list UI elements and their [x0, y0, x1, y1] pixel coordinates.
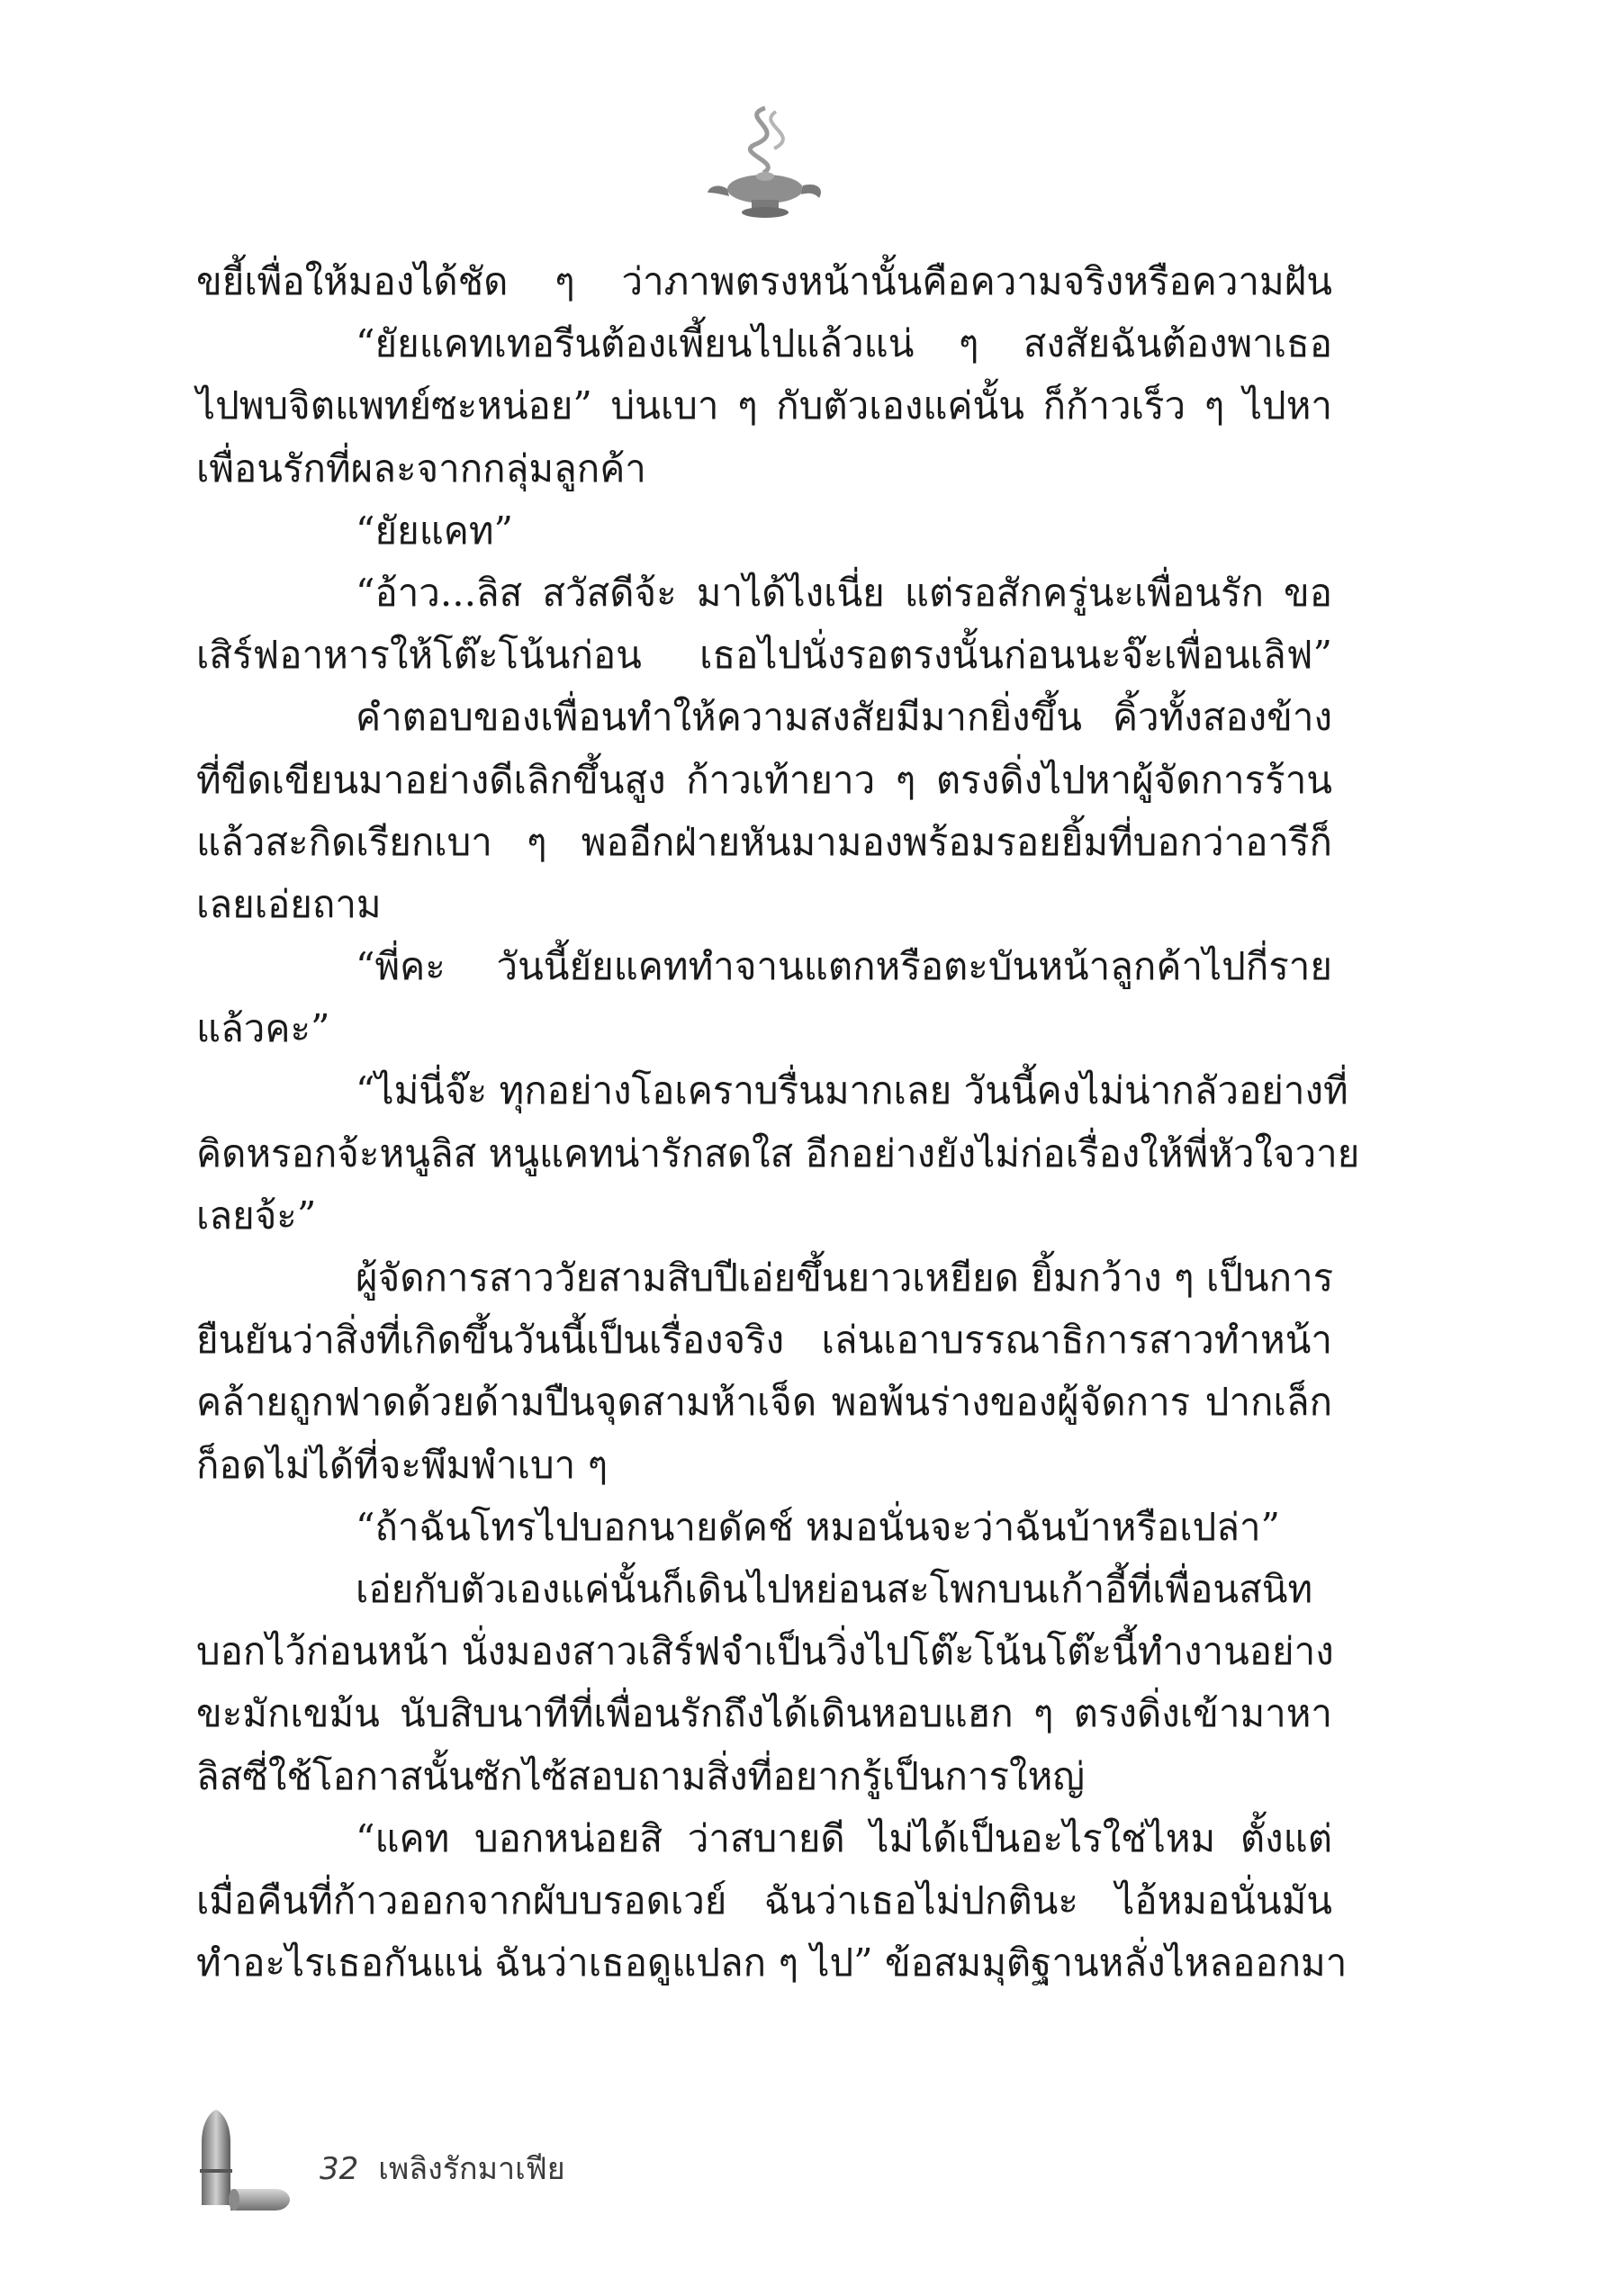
text-line: เพื่อนรักที่ผละจากกลุ่มลูกค้า — [196, 446, 646, 491]
text-line: ทำอะไรเธอกันแน่ ฉันว่าเธอดูแปลก ๆ ไป” ข้อสมมุติฐานหลั่งไหลออกมา — [196, 1940, 1348, 1985]
text-line: เสิร์ฟอาหารให้โต๊ะโน้นก่อน เธอไปนั่งรอตรงนั้นก่อนนะจ๊ะเพื่อนเลิฟ” — [196, 633, 1332, 678]
magic-lamp-icon — [702, 99, 828, 234]
text-line: ยืนยันว่าสิ่งที่เกิดขึ้นวันนี้เป็นเรื่องจริง เล่นเอาบรรณาธิการสาวทำหน้า — [196, 1318, 1332, 1363]
text-line: ไปพบจิตแพทย์ซะหน่อย” บ่นเบา ๆ กับตัวเองแค่นั้น ก็ก้าวเร็ว ๆ ไปหา — [196, 383, 1332, 428]
text-line: เมื่อคืนที่ก้าวออกจากผับบรอดเวย์ ฉันว่าเธอไม่ปกตินะ ไอ้หมอนั่นมัน — [196, 1877, 1332, 1922]
text-line: เลยจ้ะ” — [196, 1193, 317, 1238]
text-line: คำตอบของเพื่อนทำให้ความสงสัยมีมากยิ่งขึ้น คิ้วทั้งสองข้าง — [356, 695, 1332, 740]
text-line: ลิสซี่ใช้โอกาสนั้นซักไซ้สอบถามสิ่งที่อยากรู้เป็นการใหญ่ — [196, 1753, 1086, 1798]
text-line: “ยัยแคท” — [356, 508, 514, 553]
text-line: “แคท บอกหน่อยสิ ว่าสบายดี ไม่ได้เป็นอะไรใช่ไหม ตั้งแต่ — [356, 1815, 1332, 1860]
bullet-icon — [189, 2106, 293, 2214]
text-line: บอกไว้ก่อนหน้า นั่งมองสาวเสิร์ฟจำเป็นวิ่งไปโต๊ะโน้นโต๊ะนี้ทำงานอย่าง — [196, 1629, 1334, 1674]
text-line: “พี่คะ วันนี้ยัยแคททำจานแตกหรือตะบันหน้าลูกค้าไปกี่ราย — [356, 944, 1332, 989]
text-line: คล้ายถูกฟาดด้วยด้ามปืนจุดสามห้าเจ็ด พอพ้นร่างของผู้จัดการ ปากเล็ก — [196, 1380, 1332, 1425]
text-line: แล้วสะกิดเรียกเบา ๆ พออีกฝ่ายหันมามองพร้อมรอยยิ้มที่บอกว่าอารีก็ — [196, 819, 1332, 864]
text-line: เอ่ยกับตัวเองแค่นั้นก็เดินไปหย่อนสะโพกบนเก้าอี้ที่เพื่อนสนิท — [356, 1566, 1313, 1611]
folio — [320, 2144, 565, 2192]
text-line: ก็อดไม่ได้ที่จะพึมพำเบา ๆ — [196, 1442, 609, 1487]
text-line: “ยัยแคทเทอรีนต้องเพี้ยนไปแล้วแน่ ๆ สงสัยฉันต้องพาเธอ — [356, 321, 1332, 366]
text-line: ขะมักเขม้น นับสิบนาทีที่เพื่อนรักถึงได้เดินหอบแฮก ๆ ตรงดิ่งเข้ามาหา — [196, 1691, 1332, 1736]
body-text — [196, 250, 1360, 1994]
running-title: เพลิงรักมาเฟีย — [378, 2151, 565, 2187]
text-line: “ไม่นี่จ๊ะ ทุกอย่างโอเคราบรื่นมากเลย วันนี้คงไม่น่ากลัวอย่างที่ — [356, 1068, 1348, 1113]
page-footer — [189, 2106, 729, 2214]
text-line: คิดหรอกจ้ะหนูลิส หนูแคทน่ารักสดใส อีกอย่างยังไม่ก่อเรื่องให้พี่หัวใจวาย — [196, 1130, 1360, 1175]
text-line: ผู้จัดการสาววัยสามสิบปีเอ่ยขึ้นยาวเหยียด ยิ้มกว้าง ๆ เป็นการ — [356, 1256, 1334, 1300]
text-line: “อ้าว...ลิส สวัสดีจ้ะ มาได้ไงเนี่ย แต่รอสักครู่นะเพื่อนรัก ขอ — [356, 570, 1332, 615]
text-line: “ถ้าฉันโทรไปบอกนายดัคช์ หมอนั่นจะว่าฉันบ้าหรือเปล่า” — [356, 1504, 1281, 1549]
text-line: ขยี้เพื่อให้มองได้ชัด ๆ ว่าภาพตรงหน้านั้นคือความจริงหรือความฝัน — [196, 259, 1332, 303]
text-line: แล้วคะ” — [196, 1006, 330, 1051]
page-number: 32 — [320, 2151, 359, 2187]
text-line: เลยเอ่ยถาม — [196, 881, 382, 926]
text-line: ที่ขีดเขียนมาอย่างดีเลิกขึ้นสูง ก้าวเท้ายาว ๆ ตรงดิ่งไปหาผู้จัดการร้าน — [196, 757, 1332, 802]
